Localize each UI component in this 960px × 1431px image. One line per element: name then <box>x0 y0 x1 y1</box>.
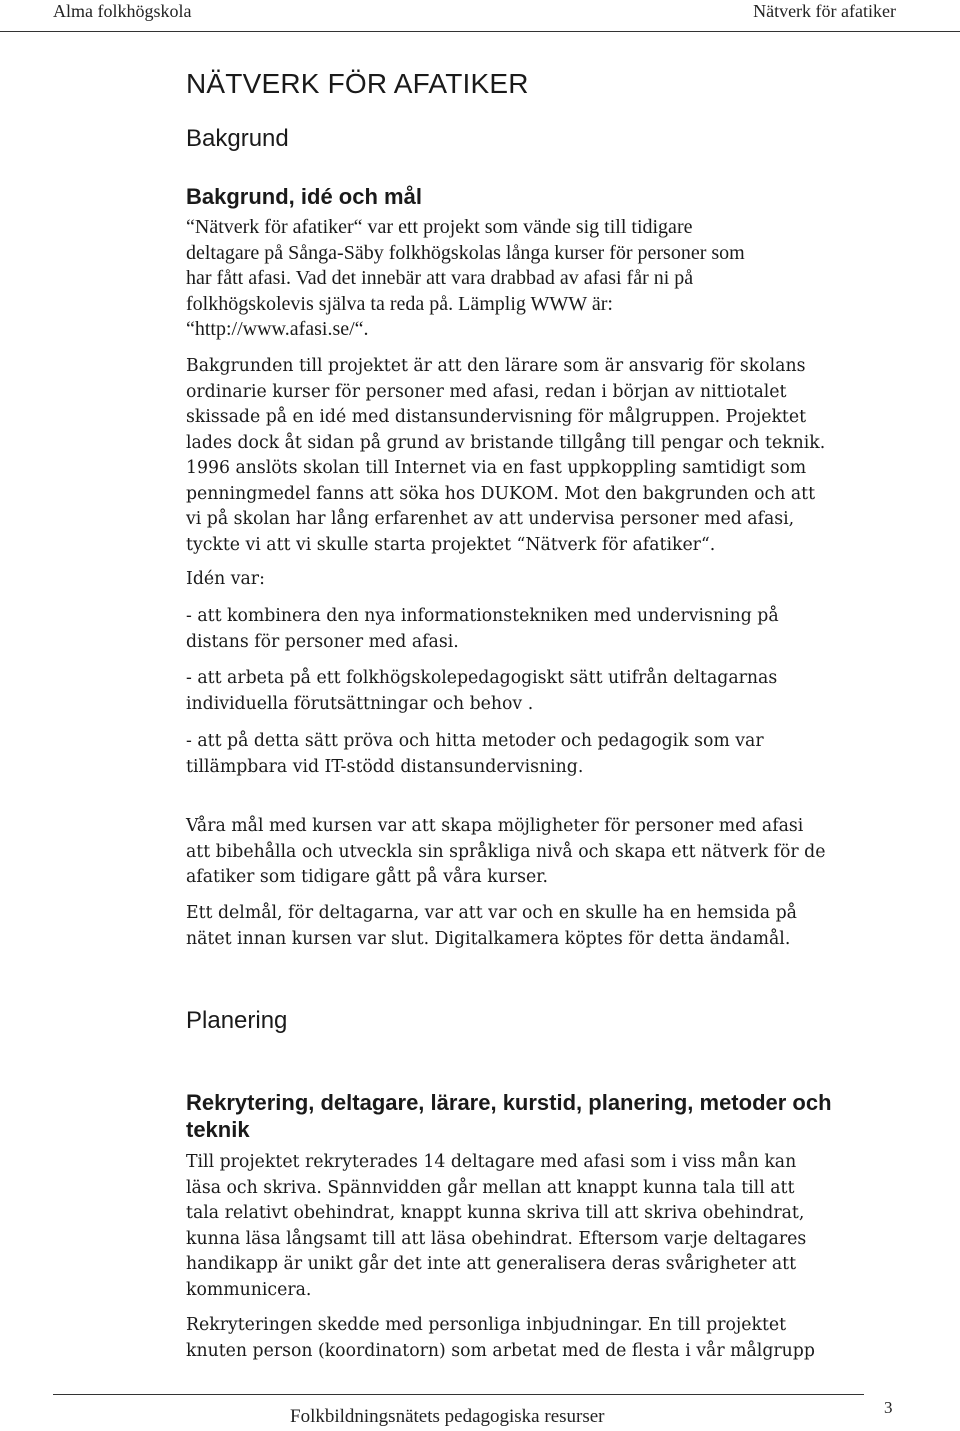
paragraph-line: lades dock åt sidan på grund av bristande tillgång till pengar och teknik. <box>186 432 826 453</box>
page-number: 3 <box>884 1398 893 1417</box>
idea-item-2 <box>186 666 916 717</box>
subgoal-paragraph <box>186 901 916 952</box>
intro-line: “Nätverk för afatiker“ var ett projekt som vände sig till tidigare <box>186 216 693 238</box>
paragraph-line: kunna läsa långsamt till att läsa obehindrat. Eftersom varje deltagares <box>186 1228 807 1249</box>
background-paragraph <box>186 354 916 558</box>
paragraph-line: att bibehålla och utveckla sin språkliga nivå och skapa ett nätverk för de <box>186 841 826 862</box>
paragraph-line: Till projektet rekryterades 14 deltagare med afasi som i viss mån kan <box>186 1152 797 1172</box>
subheading-rekrytering <box>186 1089 906 1143</box>
intro-line: har fått afasi. Vad det innebär att vara drabbad av afasi får ni på <box>186 267 694 289</box>
intro-paragraph <box>186 215 745 343</box>
idea-item-3 <box>186 729 916 780</box>
idea-item-1 <box>186 604 916 655</box>
idea-line: - att på detta sätt pröva och hitta metoder och pedagogik som var <box>186 731 764 751</box>
idea-line: - att kombinera den nya informationstekniken med undervisning på <box>186 606 779 626</box>
paragraph-line: skissade på en idé med distansundervisning för målgruppen. Projektet <box>186 407 807 427</box>
subheading-bakgrund-ide-mal: Bakgrund, idé och mål <box>186 184 422 209</box>
paragraph-line: tala relativt obehindrat, knappt kunna skriva till att skriva obehindrat, <box>186 1203 805 1223</box>
paragraph-line: läsa och skriva. Spännvidden går mellan att knappt kunna tala till att <box>186 1177 795 1198</box>
running-header <box>0 0 960 32</box>
idea-line: distans för personer med afasi. <box>186 631 459 652</box>
paragraph-line: penningmedel fanns att söka hos DUKOM. Mot den bakgrunden och att <box>186 483 816 504</box>
recruitment-paragraph <box>186 1150 916 1303</box>
paragraph-line: Ett delmål, för deltagarna, var att var och en skulle ha en hemsida på <box>186 903 797 923</box>
subheading-line: teknik <box>186 1117 250 1142</box>
paragraph-line: ordinarie kurser för personer med afasi, redan i början av nittiotalet <box>186 381 787 402</box>
idea-line: individuella förutsättningar och behov . <box>186 693 534 714</box>
idea-line: - att arbeta på ett folkhögskolepedagogiskt sätt utifrån deltagarnas <box>186 668 778 688</box>
paragraph-line: Bakgrunden till projektet är att den lärare som är ansvarig för skolans <box>186 356 806 376</box>
paragraph-line: knuten person (koordinatorn) som arbetat med de flesta i vår målgrupp <box>186 1340 815 1361</box>
intro-line: folkhögskolevis själva ta reda på. Lämplig WWW är: <box>186 292 613 315</box>
section-heading-planering: Planering <box>186 1007 288 1034</box>
footer-divider <box>53 1394 864 1395</box>
paragraph-line: Våra mål med kursen var att skapa möjligheter för personer med afasi <box>186 816 804 836</box>
header-school-name: Alma folkhögskola <box>53 1 192 21</box>
paragraph-line: kommunicera. <box>186 1279 312 1300</box>
paragraph-line: vi på skolan har lång erfarenhet av att undervisa personer med afasi, <box>186 509 795 529</box>
intro-line: “http://www.afasi.se/“. <box>186 318 369 340</box>
idea-label: Idén var: <box>186 569 265 589</box>
paragraph-line: nätet innan kursen var slut. Digitalkamera köptes för detta ändamål. <box>186 928 791 949</box>
paragraph-line: Rekryteringen skedde med personliga inbjudningar. En till projektet <box>186 1315 787 1335</box>
paragraph-line: 1996 anslöts skolan till Internet via en fast uppkoppling samtidigt som <box>186 458 807 478</box>
document-title: NÄTVERK FÖR AFATIKER <box>186 68 529 99</box>
footer-text: Folkbildningsnätets pedagogiska resurser <box>290 1406 605 1427</box>
recruitment-paragraph-2 <box>186 1313 916 1364</box>
paragraph-line: handikapp är unikt går det inte att generalisera deras svårigheter att <box>186 1254 797 1274</box>
intro-line: deltagare på Sånga-Säby folkhögskolas långa kurser för personer som <box>186 241 745 264</box>
paragraph-line: afatiker som tidigare gått på våra kurser. <box>186 867 549 887</box>
section-heading-bakgrund: Bakgrund <box>186 125 289 152</box>
idea-line: tillämpbara vid IT-stödd distansundervisning. <box>186 756 584 777</box>
goals-paragraph <box>186 814 916 891</box>
paragraph-line: tyckte vi att vi skulle starta projektet “Nätverk för afatiker“. <box>186 534 716 555</box>
header-document-title: Nätverk för afatiker <box>753 1 896 21</box>
subheading-line: Rekrytering, deltagare, lärare, kurstid, planering, metoder och <box>186 1090 832 1115</box>
